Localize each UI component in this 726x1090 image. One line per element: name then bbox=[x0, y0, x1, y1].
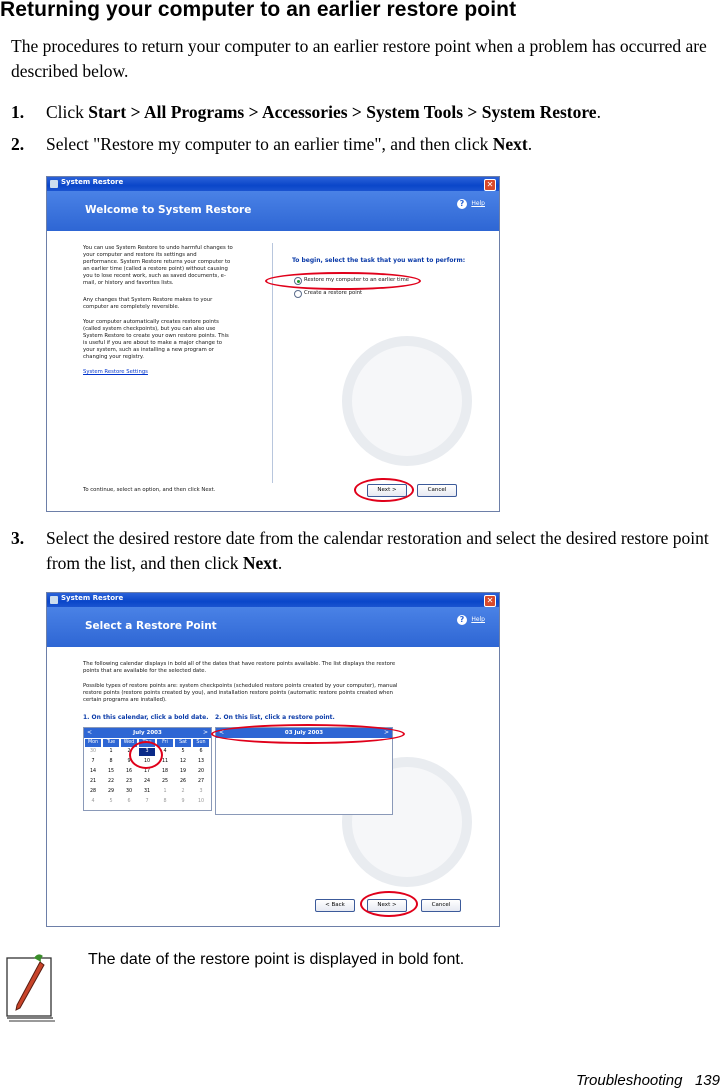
calendar-day[interactable]: 10 bbox=[197, 799, 205, 804]
help-icon[interactable]: ? bbox=[457, 615, 467, 625]
calendar-heading: 1. On this calendar, click a bold date. bbox=[83, 714, 209, 721]
dialog-body bbox=[47, 647, 499, 926]
help-link[interactable]: Help bbox=[471, 200, 485, 207]
step-punct: . bbox=[277, 553, 283, 573]
close-icon[interactable]: ✕ bbox=[484, 179, 496, 191]
highlight-circle bbox=[354, 478, 414, 502]
title-bar bbox=[47, 177, 499, 191]
list-heading: 2. On this list, click a restore point. bbox=[215, 714, 335, 721]
clock-watermark-icon bbox=[342, 336, 472, 466]
continue-instruction: To continue, select an option, and then click Next. bbox=[83, 487, 216, 493]
step-action: Next bbox=[242, 553, 278, 573]
next-month-icon[interactable]: > bbox=[202, 729, 208, 736]
step-2 bbox=[0, 132, 726, 158]
next-button[interactable]: Next > bbox=[367, 899, 407, 912]
cancel-button[interactable]: Cancel bbox=[421, 899, 461, 912]
page-footer bbox=[576, 1072, 720, 1089]
calendar-day[interactable]: 30 bbox=[125, 789, 133, 794]
window-title: System Restore bbox=[61, 594, 124, 602]
step-1 bbox=[0, 100, 726, 126]
calendar-day[interactable]: 11 bbox=[161, 759, 169, 764]
day-name: Fri bbox=[157, 739, 173, 747]
page-number: 139 bbox=[694, 1072, 720, 1089]
page-heading: Returning your computer to an earlier restore point bbox=[0, 0, 517, 21]
close-icon[interactable]: ✕ bbox=[484, 595, 496, 607]
info-paragraph: You can use System Restore to undo harmful changes to your computer and restore its settings and performance. System Restore returns your computer to an earlier time (called a restore point) without causing you to lose recent work, such as saved documents, e-mail, or history and favorites lists. bbox=[83, 245, 233, 286]
help-link[interactable]: Help bbox=[471, 616, 485, 623]
calendar-day[interactable]: 21 bbox=[89, 779, 97, 784]
calendar-day[interactable]: 7 bbox=[145, 799, 149, 804]
day-name: Sun bbox=[193, 739, 209, 747]
calendar-day[interactable]: 22 bbox=[107, 779, 115, 784]
calendar-day[interactable]: 2 bbox=[181, 789, 185, 794]
step-number: 1. bbox=[11, 102, 25, 122]
next-button[interactable]: Next > bbox=[367, 484, 407, 497]
calendar-day[interactable]: 4 bbox=[91, 799, 95, 804]
calendar-day[interactable]: 16 bbox=[125, 769, 133, 774]
title-bar bbox=[47, 593, 499, 607]
step-text: Click bbox=[46, 102, 89, 122]
cancel-button[interactable]: Cancel bbox=[417, 484, 457, 497]
dialog-body bbox=[47, 231, 499, 511]
calendar-day[interactable]: 5 bbox=[181, 749, 185, 754]
system-restore-icon bbox=[50, 596, 58, 604]
system-restore-icon bbox=[50, 180, 58, 188]
calendar-day[interactable]: 29 bbox=[107, 789, 115, 794]
create-radio[interactable] bbox=[294, 290, 302, 298]
help-icon[interactable]: ? bbox=[457, 199, 467, 209]
calendar-day[interactable]: 25 bbox=[161, 779, 169, 784]
highlight-circle bbox=[129, 741, 163, 769]
calendar-day[interactable]: 18 bbox=[161, 769, 169, 774]
step-3 bbox=[0, 526, 726, 578]
info-paragraph: Any changes that System Restore makes to your computer are completely reversible. bbox=[83, 297, 213, 310]
step-action: Next bbox=[492, 134, 528, 154]
info-paragraph: The following calendar displays in bold all of the dates that have restore points available. The list displays the restore points that are available for the selected date. bbox=[83, 661, 396, 674]
step-text: Select "Restore my computer to an earlier time", and then click bbox=[46, 134, 493, 154]
calendar-day[interactable]: 24 bbox=[143, 779, 151, 784]
info-paragraph: Possible types of restore points are: system checkpoints (scheduled restore points created by your computer), manual restore points (restore points created by you), and installation restore points (automatic restore points created when certain programs are installed). bbox=[83, 683, 398, 703]
calendar-day[interactable]: 8 bbox=[163, 799, 167, 804]
calendar-day[interactable]: 23 bbox=[125, 779, 133, 784]
calendar-day[interactable]: 2 bbox=[127, 749, 131, 754]
calendar-day[interactable]: 10 bbox=[143, 759, 151, 764]
screenshot-restore-point-dialog bbox=[46, 592, 500, 927]
calendar-day[interactable]: 3 bbox=[139, 748, 155, 756]
note-pencil-icon bbox=[4, 948, 58, 1024]
step-text: Select the desired restore date from the calendar restoration and select the desired restore point from the list, and then click bbox=[46, 528, 709, 573]
calendar-day[interactable]: 27 bbox=[197, 779, 205, 784]
calendar-day[interactable]: 12 bbox=[179, 759, 187, 764]
task-heading: To begin, select the task that you want to perform: bbox=[292, 257, 466, 264]
calendar-day[interactable]: 28 bbox=[89, 789, 97, 794]
step-number: 3. bbox=[11, 528, 25, 548]
highlight-circle bbox=[360, 891, 418, 917]
window-title: System Restore bbox=[61, 178, 124, 186]
banner bbox=[47, 191, 499, 231]
day-name: Sat bbox=[175, 739, 191, 747]
calendar-day[interactable]: 4 bbox=[163, 749, 167, 754]
calendar-day[interactable]: 9 bbox=[181, 799, 185, 804]
calendar-day[interactable]: 6 bbox=[199, 749, 203, 754]
intro-paragraph: The procedures to return your computer to an earlier restore point when a problem has occurred are described below. bbox=[11, 36, 707, 81]
calendar-day[interactable]: 17 bbox=[143, 769, 151, 774]
next-day-icon[interactable]: > bbox=[383, 729, 389, 736]
banner-title: Welcome to System Restore bbox=[85, 204, 252, 216]
calendar-day[interactable]: 14 bbox=[89, 769, 97, 774]
calendar-day[interactable]: 20 bbox=[197, 769, 205, 774]
day-name: Mon bbox=[85, 739, 101, 747]
calendar-day[interactable]: 31 bbox=[143, 789, 151, 794]
banner bbox=[47, 607, 499, 647]
calendar-day[interactable]: 19 bbox=[179, 769, 187, 774]
calendar-day[interactable]: 1 bbox=[163, 789, 167, 794]
prev-day-icon[interactable]: < bbox=[219, 729, 225, 736]
calendar-day[interactable]: 7 bbox=[91, 759, 95, 764]
day-name: Thu bbox=[139, 739, 155, 747]
day-name: Tue bbox=[103, 739, 119, 747]
step-punct: . bbox=[527, 134, 533, 154]
create-option-label[interactable]: Create a restore point bbox=[304, 290, 363, 296]
calendar-month: July 2003 bbox=[84, 728, 211, 738]
restore-option-label[interactable]: Restore my computer to an earlier time bbox=[304, 277, 409, 283]
calendar-day[interactable]: 30 bbox=[89, 749, 97, 754]
calendar-day[interactable]: 9 bbox=[127, 759, 131, 764]
screenshot-welcome-dialog bbox=[46, 176, 500, 512]
info-paragraph: Your computer automatically creates restore points (called system checkpoints), but you can also use System Restore to create your own restore points. This is useful if you are about to make a major change to your system, such as installing a new program or changing your registry. bbox=[83, 319, 229, 360]
calendar-day[interactable]: 5 bbox=[109, 799, 113, 804]
footer-section: Troubleshooting bbox=[575, 1072, 683, 1089]
calendar-day[interactable]: 8 bbox=[109, 759, 113, 764]
calendar-day[interactable]: 1 bbox=[109, 749, 113, 754]
highlight-circle bbox=[265, 272, 421, 290]
calendar-day[interactable]: 13 bbox=[197, 759, 205, 764]
back-button[interactable]: < Back bbox=[315, 899, 355, 912]
step-punct: . bbox=[596, 102, 601, 122]
calendar-day[interactable]: 26 bbox=[179, 779, 187, 784]
calendar-day[interactable]: 3 bbox=[199, 789, 203, 794]
settings-link[interactable]: System Restore Settings bbox=[83, 369, 148, 375]
calendar-day[interactable]: 6 bbox=[127, 799, 131, 804]
step-number: 2. bbox=[11, 134, 25, 154]
list-date: 03 July 2003 bbox=[216, 728, 392, 738]
step-path: Start > All Programs > Accessories > System Tools > System Restore bbox=[88, 102, 597, 122]
banner-title: Select a Restore Point bbox=[85, 620, 217, 632]
day-name: Wed bbox=[121, 739, 137, 747]
prev-month-icon[interactable]: < bbox=[87, 729, 93, 736]
calendar-day[interactable]: 15 bbox=[107, 769, 115, 774]
highlight-circle bbox=[211, 724, 405, 744]
note-text: The date of the restore point is displayed in bold font. bbox=[88, 951, 465, 968]
restore-calendar[interactable] bbox=[83, 727, 212, 811]
